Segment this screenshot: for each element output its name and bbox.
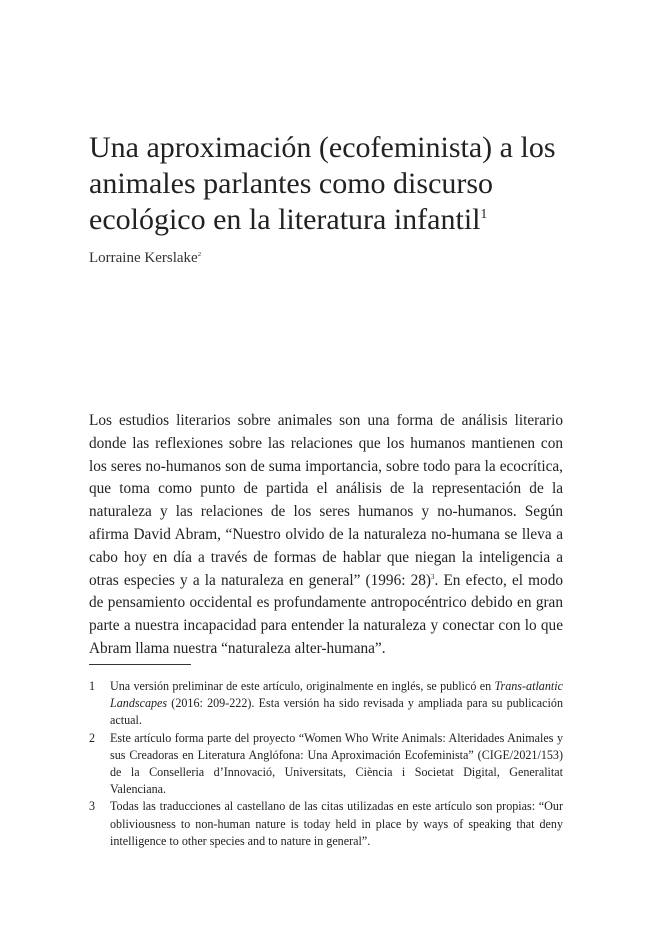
- body-text-part-1: Los estudios literarios sobre animales son una forma de análisis literario donde las reflexiones sobre las relaciones que los humanos mantienen con los seres no-humanos son de suma importancia, sobre todo para la ecocrítica, que toma como punto de partida el análisis de la representación de la naturaleza y las relaciones de los seres humanos y no-humanos. Según afirma David Abram, “Nuestro olvido de la naturaleza no-humana se lleva a cabo hoy en día a través de formas de hablar que niegan la inteligencia a otras especies y a la naturaleza en general” (1996: 28): [89, 412, 563, 589]
- footnote-separator: [89, 664, 191, 665]
- footnote-italic-title: Trans-atlantic Landscapes: [110, 679, 563, 711]
- footnote-number: 3: [89, 799, 96, 814]
- footnote-text: [110, 678, 563, 730]
- footnote-text: Todas las traducciones al castellano de las citas utilizadas en este artículo son propias: “Our obliviousness to non-human nature is today held in place by ways of speaking that deny intelligence to other species and to nature in general”.: [110, 799, 563, 848]
- footnote-text-part: (2016: 209-222). Esta versión ha sido revisada y ampliada para su publicación actual.: [110, 696, 563, 728]
- author-name: Lorraine Kerslake: [89, 250, 198, 266]
- article-title: [89, 130, 579, 238]
- title-footnote-marker[interactable]: 1: [480, 206, 488, 221]
- body-text-part-2: . En efecto, el modo de pensamiento occidental es profundamente antropocéntrico debido en gran parte a nuestra incapacidad para entender la naturaleza y conectar con lo que Abram llama nuestra “naturaleza alter-humana”.: [89, 571, 563, 657]
- body-paragraph: [89, 410, 563, 661]
- footnote-item: [89, 730, 563, 799]
- footnotes-list: [89, 678, 563, 850]
- author-footnote-marker[interactable]: 2: [197, 251, 202, 258]
- article-title-text: Una aproximación (ecofeminista) a los animales parlantes como discurso ecológico en la literatura infantil: [89, 131, 556, 236]
- author-line: [89, 248, 201, 268]
- footnote-number: 2: [89, 730, 96, 745]
- footnote-text: Este artículo forma parte del proyecto “Women Who Write Animals: Alteridades Animales y sus Creadoras en Literatura Anglófona: Una Aproximación Ecofeminista” (CIGE/2021/153) de la Conselleria d’Innovació, Universitats, Ciència i Societat Digital, Generalitat Valenciana.: [110, 730, 563, 797]
- footnote-item: [89, 678, 563, 730]
- footnote-item: [89, 798, 563, 850]
- body-footnote-marker[interactable]: 3: [431, 573, 435, 581]
- footnote-text-part: Una versión preliminar de este artículo, originalmente en inglés, se publicó en: [110, 679, 495, 693]
- footnote-number: 1: [89, 679, 96, 693]
